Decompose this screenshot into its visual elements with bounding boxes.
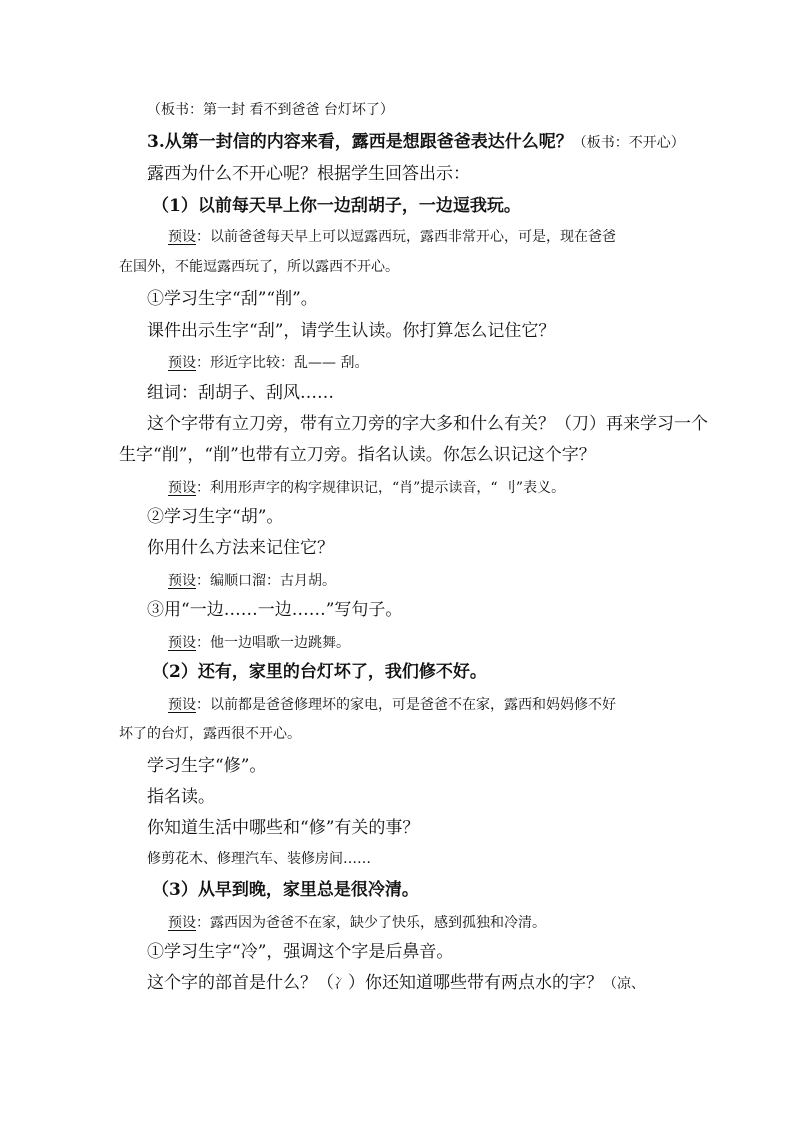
board-note-line: （板书：第一封 看不到爸爸 台灯坏了） [147, 102, 394, 118]
text-line: 学习生字“修”。 [147, 756, 267, 776]
preset-text: ：形近字比较：乱—— 刮。 [196, 355, 369, 371]
preset-label: 预设 [168, 573, 196, 589]
preset-text: ：他一边唱歌一边跳舞。 [196, 635, 350, 651]
text-line: ①学习生字“刮”“削”。 [147, 289, 318, 309]
text-line: 生字“削”，“削”也带有立刀旁。指名认读。你怎么识记这个字？ [119, 445, 596, 465]
preset-continuation: 在国外，不能逗露西玩了，所以露西不开心。 [119, 259, 399, 275]
quote-3-line: （3）从早到晚，家里总是很冷清。 [152, 880, 419, 900]
board-note: （板书：不开心） [572, 135, 685, 151]
question-3-line [147, 134, 685, 151]
text-line: 指名读。 [147, 787, 215, 807]
text-line-last [147, 975, 645, 992]
text-line: ①学习生字“冷”，强调这个字是后鼻音。 [147, 942, 454, 962]
preset-continuation: 坏了的台灯，露西很不开心。 [119, 726, 301, 742]
preset-line [168, 228, 616, 244]
preset-label: 预设 [168, 480, 196, 496]
preset-text: ：利用形声字的构字规律识记，“肖”提示读音，“ 刂”表义。 [196, 480, 566, 496]
preset-line [168, 634, 350, 650]
question-tail: （凉、 [603, 976, 645, 992]
text-line: 课件出示生字“刮”，请学生认读。你打算怎么记住它？ [147, 321, 556, 341]
preset-line [168, 914, 546, 930]
preset-label: 预设 [168, 229, 196, 245]
preset-text: ：露西因为爸爸不在家，缺少了快乐，感到孤独和冷清。 [196, 915, 546, 931]
preset-line [168, 354, 368, 370]
text-line: 组词：刮胡子、刮风…… [147, 383, 334, 403]
question-number: 3. [147, 132, 165, 152]
preset-text: ：编顺口溜：古月胡。 [196, 573, 336, 589]
preset-line [168, 696, 616, 712]
text-line: 你知道生活中哪些和“修”有关的事？ [147, 818, 420, 838]
question-part: ）你还知道哪些带有两点水的字？ [348, 973, 603, 993]
text-line: ②学习生字“胡”。 [147, 507, 284, 527]
preset-line [168, 572, 336, 588]
text-line: 你用什么方法来记住它？ [147, 538, 334, 558]
preset-label: 预设 [168, 697, 196, 713]
preset-text: ：以前都是爸爸修理坏的家电，可是爸爸不在家，露西和妈妈修不好 [196, 697, 616, 713]
question-part: 这个字的部首是什么？（ [147, 973, 334, 993]
quote-2-line: （2）还有，家里的台灯坏了，我们修不好。 [152, 662, 487, 682]
radical-glyph: 冫 [334, 976, 348, 992]
examples-line: 修剪花木、修理汽车、装修房间…… [147, 851, 371, 867]
text-line: ③用“一边……一边……”写句子。 [147, 600, 403, 620]
preset-label: 预设 [168, 355, 196, 371]
preset-line [168, 479, 565, 495]
quote-1-line: （1）以前每天早上你一边刮胡子，一边逗我玩。 [152, 196, 521, 216]
preset-text: ：以前爸爸每天早上可以逗露西玩，露西非常开心，可是，现在爸爸 [196, 229, 616, 245]
text-line: 这个字带有立刀旁，带有立刀旁的字大多和什么有关？（刀）再来学习一个 [147, 414, 708, 434]
text-line: 露西为什么不开心呢？根据学生回答出示： [147, 164, 470, 184]
question-text: 从第一封信的内容来看，露西是想跟爸爸表达什么呢？ [164, 132, 573, 152]
preset-label: 预设 [168, 915, 196, 931]
preset-label: 预设 [168, 635, 196, 651]
